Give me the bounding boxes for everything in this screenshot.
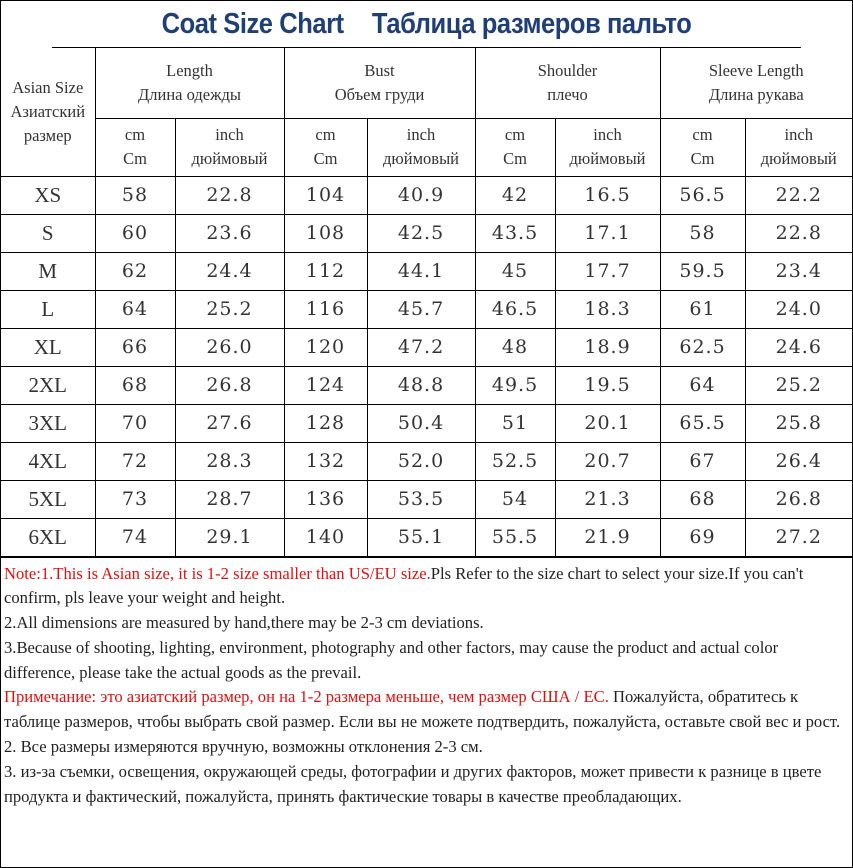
note-en-1 <box>4 562 848 612</box>
table-row <box>1 328 852 366</box>
size-cell: 2XL <box>1 366 95 404</box>
unit-inch-en: inch <box>215 125 244 144</box>
size-cell: M <box>1 252 95 290</box>
size-header-ru2: размер <box>23 125 72 145</box>
value-cell: 54 <box>475 480 555 518</box>
note-ru-3: 3. из-за съемки, освещения, окружающей среды, фотографии и других факторов, может привести к разнице в цвете продукта и фактический, пожалуйста, принять фактические товары в качестве преобладающих. <box>4 761 822 806</box>
value-cell: 50.4 <box>367 404 475 442</box>
bust-header-ru: Объем груди <box>334 84 425 104</box>
size-column-header <box>1 48 95 176</box>
note-en-2: 2.All dimensions are measured by hand,there may be 2-3 cm deviations. <box>4 613 484 633</box>
note-en-warning: Note:1.This is Asian size, it is 1-2 size smaller than US/EU size. <box>4 563 431 583</box>
value-cell: 140 <box>284 518 367 556</box>
value-cell: 58 <box>95 176 175 214</box>
table-row <box>1 480 852 518</box>
unit-cm-header <box>475 118 555 176</box>
table-row <box>1 214 852 252</box>
unit-cm-ru: Cm <box>313 149 338 168</box>
shoulder-header-en: Shoulder <box>537 60 598 80</box>
value-cell: 64 <box>95 290 175 328</box>
value-cell: 59.5 <box>660 252 745 290</box>
value-cell: 74 <box>95 518 175 556</box>
size-cell: XL <box>1 328 95 366</box>
unit-inch-en: inch <box>784 125 813 144</box>
value-cell: 62.5 <box>660 328 745 366</box>
unit-inch-header <box>175 118 284 176</box>
unit-cm-en: cm <box>504 125 526 144</box>
value-cell: 53.5 <box>367 480 475 518</box>
value-cell: 27.6 <box>175 404 284 442</box>
title-en: Coat Size Chart <box>161 7 344 40</box>
value-cell: 112 <box>284 252 367 290</box>
value-cell: 65.5 <box>660 404 745 442</box>
value-cell: 67 <box>660 442 745 480</box>
unit-cm-ru: Cm <box>123 149 147 168</box>
value-cell: 56.5 <box>660 176 745 214</box>
table-row <box>1 366 852 404</box>
value-cell: 22.8 <box>175 176 284 214</box>
value-cell: 58 <box>660 214 745 252</box>
value-cell: 49.5 <box>475 366 555 404</box>
value-cell: 68 <box>95 366 175 404</box>
unit-inch-en: inch <box>593 125 622 144</box>
value-cell: 128 <box>284 404 367 442</box>
length-header-ru: Длина одежды <box>138 84 241 104</box>
size-header-ru: Азиатский <box>10 101 86 121</box>
value-cell: 27.2 <box>745 518 852 556</box>
value-cell: 28.7 <box>175 480 284 518</box>
unit-cm-header <box>660 118 745 176</box>
unit-cm-en: cm <box>124 125 146 144</box>
unit-inch-ru: дюймовый <box>191 149 268 168</box>
value-cell: 104 <box>284 176 367 214</box>
note-ru-1 <box>4 685 848 735</box>
value-cell: 20.7 <box>555 442 660 480</box>
value-cell: 18.3 <box>555 290 660 328</box>
sleeve-header-ru: Длина рукава <box>708 84 804 104</box>
size-cell: 6XL <box>1 518 95 556</box>
value-cell: 23.4 <box>745 252 852 290</box>
value-cell: 69 <box>660 518 745 556</box>
value-cell: 25.8 <box>745 404 852 442</box>
value-cell: 66 <box>95 328 175 366</box>
value-cell: 64 <box>660 366 745 404</box>
value-cell: 40.9 <box>367 176 475 214</box>
value-cell: 55.1 <box>367 518 475 556</box>
size-cell: 3XL <box>1 404 95 442</box>
value-cell: 20.1 <box>555 404 660 442</box>
shoulder-header-ru: плечо <box>547 84 588 104</box>
value-cell: 108 <box>284 214 367 252</box>
value-cell: 45.7 <box>367 290 475 328</box>
unit-cm-header <box>95 118 175 176</box>
value-cell: 24.0 <box>745 290 852 328</box>
table-row <box>1 290 852 328</box>
value-cell: 23.6 <box>175 214 284 252</box>
unit-cm-en: cm <box>315 125 336 144</box>
value-cell: 116 <box>284 290 367 328</box>
unit-cm-header <box>284 118 367 176</box>
unit-inch-en: inch <box>406 125 436 144</box>
value-cell: 22.8 <box>745 214 852 252</box>
value-cell: 60 <box>95 214 175 252</box>
value-cell: 47.2 <box>367 328 475 366</box>
value-cell: 61 <box>660 290 745 328</box>
chart-title <box>52 1 801 48</box>
note-ru-rest: Пожалуйста, обратитесь к таблице размеров, чтобы выбрать свой размер. Если вы не можете подтвердить, пожалуйста, оставьте свой вес и рост. <box>4 687 841 732</box>
size-header-en: Asian Size <box>12 77 84 97</box>
value-cell: 25.2 <box>745 366 852 404</box>
value-cell: 17.7 <box>555 252 660 290</box>
value-cell: 62 <box>95 252 175 290</box>
table-row <box>1 252 852 290</box>
value-cell: 26.8 <box>175 366 284 404</box>
size-cell: 5XL <box>1 480 95 518</box>
unit-inch-ru: дюймовый <box>760 149 837 168</box>
note-en-3: 3.Because of shooting, lighting, environment, photography and other factors, may cause the product and actual color difference, please take the actual goods as the prevail. <box>4 637 779 682</box>
value-cell: 19.5 <box>555 366 660 404</box>
value-cell: 42.5 <box>367 214 475 252</box>
sleeve-header <box>660 48 852 118</box>
value-cell: 28.3 <box>175 442 284 480</box>
value-cell: 72 <box>95 442 175 480</box>
value-cell: 18.9 <box>555 328 660 366</box>
value-cell: 42 <box>475 176 555 214</box>
value-cell: 55.5 <box>475 518 555 556</box>
size-rows <box>1 176 852 556</box>
unit-inch-ru: дюймовый <box>569 149 646 168</box>
value-cell: 26.0 <box>175 328 284 366</box>
shoulder-header <box>475 48 660 118</box>
unit-inch-header <box>745 118 852 176</box>
value-cell: 120 <box>284 328 367 366</box>
length-header-en: Length <box>166 60 213 80</box>
value-cell: 22.2 <box>745 176 852 214</box>
unit-inch-header <box>555 118 660 176</box>
value-cell: 44.1 <box>367 252 475 290</box>
value-cell: 52.5 <box>475 442 555 480</box>
value-cell: 24.4 <box>175 252 284 290</box>
value-cell: 70 <box>95 404 175 442</box>
value-cell: 46.5 <box>475 290 555 328</box>
title-ru: Таблица размеров пальто <box>371 7 692 40</box>
size-table <box>1 48 852 557</box>
note-ru-warning: Примечание: это азиатский размер, он на 1-2 размера меньше, чем размер США / ЕС. <box>4 687 609 707</box>
value-cell: 48.8 <box>367 366 475 404</box>
value-cell: 17.1 <box>555 214 660 252</box>
value-cell: 26.8 <box>745 480 852 518</box>
notes-section <box>1 557 852 810</box>
value-cell: 132 <box>284 442 367 480</box>
value-cell: 21.9 <box>555 518 660 556</box>
value-cell: 51 <box>475 404 555 442</box>
value-cell: 136 <box>284 480 367 518</box>
table-row <box>1 176 852 214</box>
value-cell: 45 <box>475 252 555 290</box>
bust-header-en: Bust <box>364 60 395 80</box>
value-cell: 48 <box>475 328 555 366</box>
unit-cm-ru: Cm <box>503 149 527 168</box>
value-cell: 124 <box>284 366 367 404</box>
size-cell: 4XL <box>1 442 95 480</box>
table-row <box>1 518 852 556</box>
value-cell: 52.0 <box>367 442 475 480</box>
size-cell: XS <box>1 176 95 214</box>
value-cell: 24.6 <box>745 328 852 366</box>
value-cell: 26.4 <box>745 442 852 480</box>
value-cell: 21.3 <box>555 480 660 518</box>
note-ru-2: 2. Все размеры измеряются вручную, возможны отклонения 2-3 см. <box>4 737 483 757</box>
value-cell: 68 <box>660 480 745 518</box>
length-header <box>95 48 284 118</box>
table-row <box>1 404 852 442</box>
unit-cm-ru: Cm <box>690 149 715 168</box>
sleeve-header-en: Sleeve Length <box>708 60 804 80</box>
size-cell: L <box>1 290 95 328</box>
note-en-rest: Pls Refer to the size chart to select your size.If you can't confirm, pls leave your weight and height. <box>4 563 804 608</box>
value-cell: 43.5 <box>475 214 555 252</box>
unit-inch-header <box>367 118 475 176</box>
unit-inch-ru: дюймовый <box>383 149 459 168</box>
table-row <box>1 442 852 480</box>
value-cell: 29.1 <box>175 518 284 556</box>
bust-header <box>284 48 475 118</box>
value-cell: 16.5 <box>555 176 660 214</box>
size-cell: S <box>1 214 95 252</box>
value-cell: 25.2 <box>175 290 284 328</box>
unit-cm-en: cm <box>692 125 713 144</box>
value-cell: 73 <box>95 480 175 518</box>
